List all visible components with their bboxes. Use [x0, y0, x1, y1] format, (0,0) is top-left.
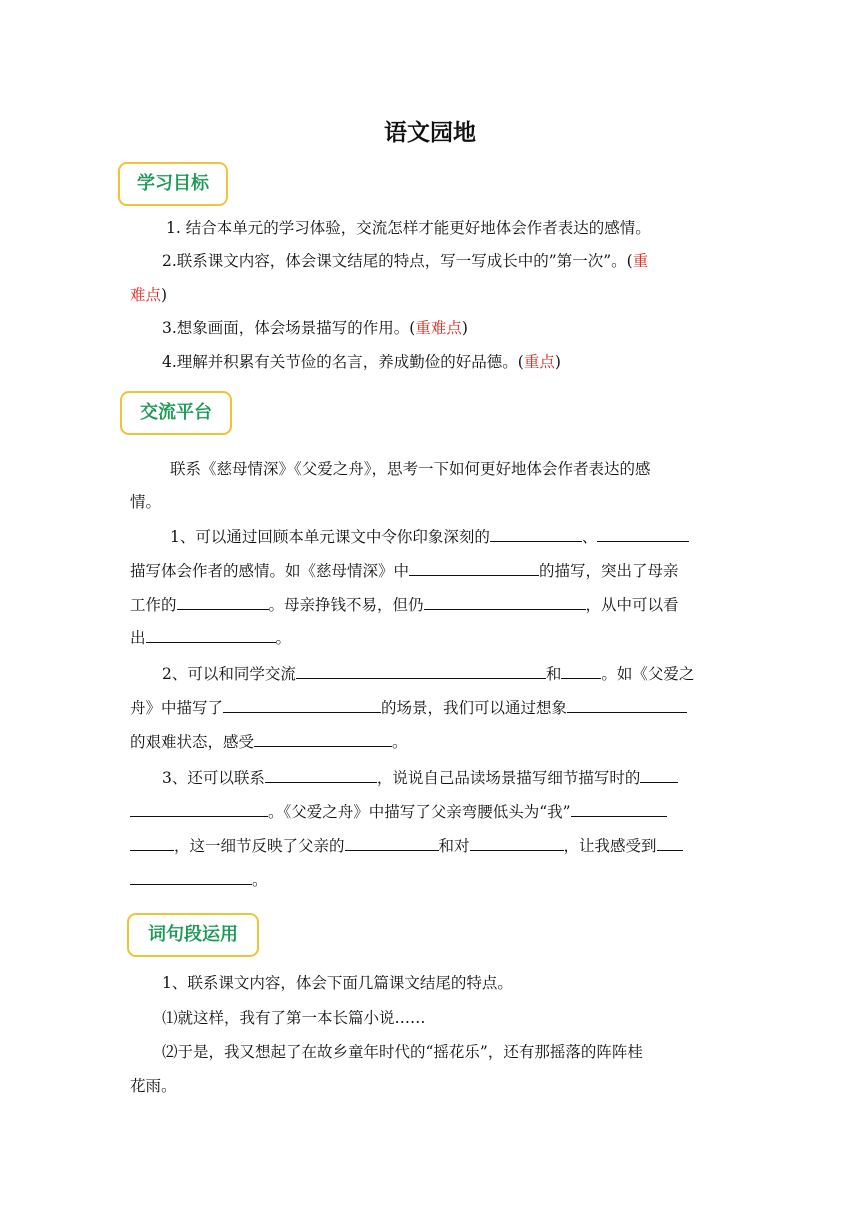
exchange-p1-line-3: 工作的 。母亲挣钱不易，但仍 ，从中可以看 — [130, 596, 679, 614]
section-badge-exchange — [120, 391, 232, 435]
fill-blank[interactable] — [571, 801, 667, 817]
emphasis-tag: 重 — [632, 252, 649, 270]
fill-blank[interactable] — [424, 594, 586, 610]
emphasis-tag: 难点 — [130, 286, 162, 304]
emphasis-tag: 重点 — [523, 353, 555, 371]
fill-blank[interactable] — [657, 835, 683, 851]
goal-item-2-cont: 难点) — [130, 286, 168, 304]
fill-blank[interactable] — [177, 594, 269, 610]
fill-blank[interactable] — [345, 835, 439, 851]
exchange-p2-line-1: 2、可以和同学交流 和 。如《父爱之 — [162, 665, 695, 683]
fill-blank[interactable] — [223, 697, 381, 713]
fill-blank[interactable] — [597, 526, 689, 542]
usage-line-1: 1、联系课文内容，体会下面几篇课文结尾的特点。 — [162, 974, 513, 992]
exchange-intro-line-1: 联系《慈母情深》《父爱之舟》，思考一下如何更好地体会作者表达的感 — [170, 460, 651, 478]
fill-blank[interactable] — [130, 801, 268, 817]
exchange-p2-line-2: 舟》中描写了 的场景，我们可以通过想象 — [130, 697, 730, 718]
fill-blank[interactable] — [254, 731, 392, 747]
section-badge-goals — [118, 162, 228, 206]
fill-blank[interactable] — [130, 835, 174, 851]
exchange-p2-line-3: 的艰难状态，感受 。 — [130, 733, 408, 751]
goal-item-3: 3.想象画面，体会场景描写的作用。(重难点) — [162, 319, 468, 337]
exchange-p1-line-2: 描写体会作者的感情。如《慈母情深》中 的描写，突出了母亲 — [130, 562, 679, 580]
usage-line-3: ⑵于是，我又想起了在故乡童年时代的“摇花乐”，还有那摇落的阵阵桂 — [162, 1043, 643, 1061]
page-title: 语文园地 — [384, 120, 476, 146]
fill-blank[interactable] — [146, 627, 276, 643]
exchange-p1-line-4: 出 。 — [130, 629, 292, 647]
fill-blank[interactable] — [490, 526, 582, 542]
fill-blank[interactable] — [409, 560, 539, 576]
exchange-p1-line-1: 1、可以通过回顾本单元课文中令你印象深刻的 、 — [170, 526, 770, 547]
usage-line-4: 花雨。 — [130, 1077, 177, 1095]
fill-blank[interactable] — [130, 869, 252, 885]
goal-item-2: 2.联系课文内容，体会课文结尾的特点，写一写成长中的”第一次”。(重 — [162, 252, 649, 270]
exchange-p3-line-1: 3、还可以联系 ，说说自己品读场景描写细节描写时的 — [162, 767, 762, 788]
goal-item-4: 4.理解并积累有关节俭的名言，养成勤俭的好品德。(重点) — [162, 353, 561, 371]
fill-blank[interactable] — [567, 697, 687, 713]
section-heading-usage: 词句段运用 — [148, 924, 238, 945]
section-heading-goals: 学习目标 — [137, 173, 209, 194]
fill-blank[interactable] — [265, 767, 377, 783]
emphasis-tag: 重难点 — [415, 319, 462, 337]
exchange-p3-line-2: 。《父爱之舟》中描写了父亲弯腰低头为“我” — [130, 801, 730, 822]
section-badge-usage — [127, 913, 259, 957]
fill-blank[interactable] — [561, 663, 601, 679]
goal-item-1: 1. 结合本单元的学习体验，交流怎样才能更好地体会作者表达的感情。 — [166, 219, 651, 237]
exchange-p3-line-4: 。 — [130, 869, 730, 890]
fill-blank[interactable] — [470, 835, 564, 851]
fill-blank[interactable] — [296, 663, 546, 679]
section-heading-exchange: 交流平台 — [140, 402, 212, 423]
exchange-intro-line-2: 情。 — [130, 493, 162, 511]
exchange-p3-line-3: ，这一细节反映了父亲的 和对 ，让我感受到 — [130, 835, 730, 856]
usage-line-2: ⑴就这样，我有了第一本长篇小说…… — [162, 1009, 426, 1027]
fill-blank[interactable] — [640, 767, 678, 783]
